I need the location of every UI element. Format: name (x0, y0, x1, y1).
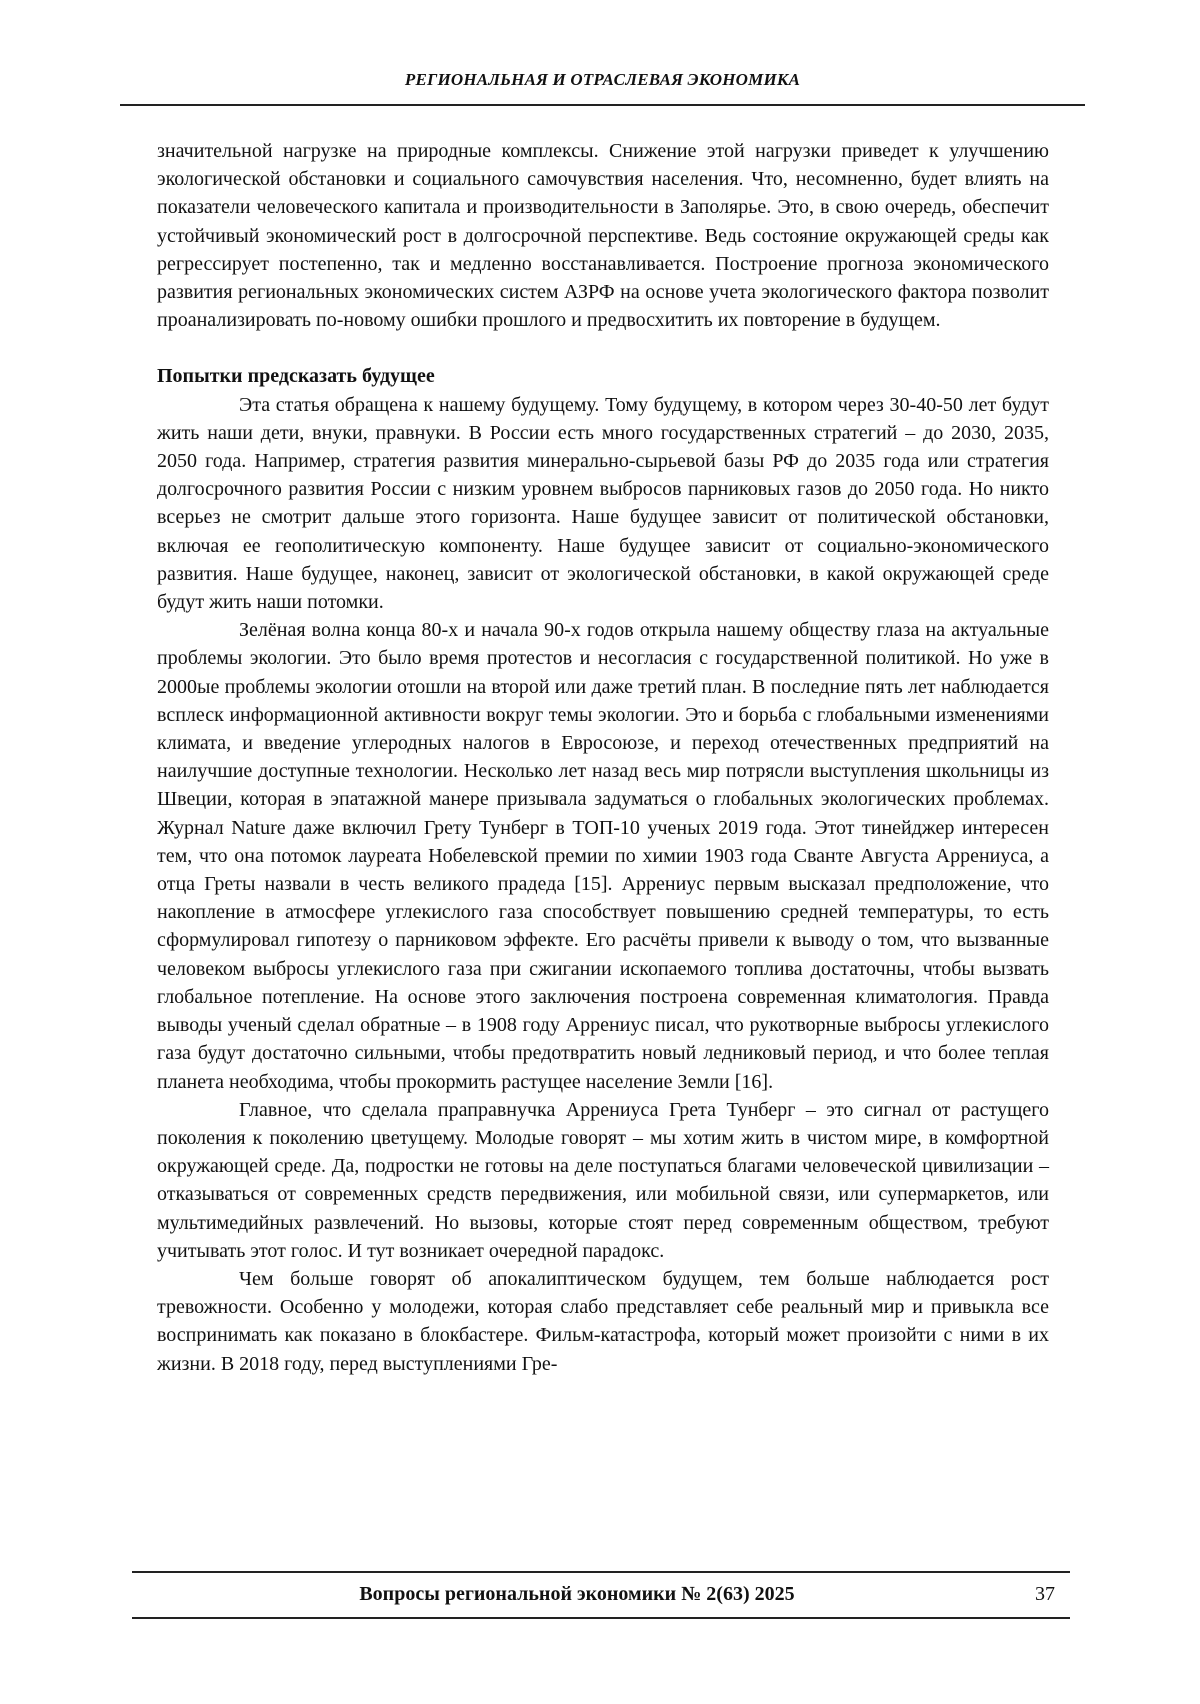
section-heading: Попытки предсказать будущее (157, 365, 435, 388)
header-divider (120, 104, 1085, 106)
paragraph-4: Главное, что сделала праправнучка Аррениуса Грета Тунберг – это сигнал от растущего поколения к поколению цветущему. Молодые говорят – мы хотим жить в чистом мире, в комфортной окружающей среде. Да, подростки не готовы на деле поступаться благами человеческой цивилизации – отказываться от современных средств передвижения, или мобильной связи, или супермаркетов, или мультимедийных развлечений. Но вызовы, которые стоят перед современным обществом, требуют учитывать этот голос. И тут возникает очередной парадокс. (157, 1098, 1049, 1262)
footer-journal-title: Вопросы региональной экономики № 2(63) 2025 (359, 1583, 795, 1605)
footer-divider-bottom (132, 1617, 1070, 1619)
paragraph-2: Эта статья обращена к нашему будущему. Тому будущему, в котором через 30-40-50 лет будут жить наши дети, внуки, правнуки. В России есть много государственных стратегий – до 2030, 2035, 2050 года. Например, стратегия развития минерально-сырьевой базы РФ до 2035 года или стратегия долгосрочного развития России с низким уровнем выбросов парниковых газов до 2050 года. Но никто всерьез не смотрит дальше этого горизонта. Наше будущее зависит от политической обстановки, включая ее геополитическую компоненту. Наше будущее зависит от социально-экономического развития. Наше будущее, наконец, зависит от экологической обстановки, в какой окружающей среде будут жить наши потомки. (157, 393, 1049, 614)
paragraph-3: Зелёная волна конца 80-х и начала 90-х годов открыла нашему обществу глаза на актуальные проблемы экологии. Это было время протестов и несогласия с государственной политикой. Но уже в 2000ые проблемы экологии отошли на второй или даже третий план. В последние пять лет наблюдается всплеск информационной активности вокруг темы экологии. Это и борьба с глобальными изменениями климата, и введение углеродных налогов в Евросоюзе, и переход отечественных предприятий на наилучшие доступные технологии. Несколько лет назад весь мир потрясли выступления школьницы из Швеции, которая в эпатажной манере призывала задуматься о глобальных экологических проблемах. Журнал Nature даже включил Грету Тунберг в ТОП-10 ученых 2019 года. Этот тинейджер интересен тем, что она потомок лауреата Нобелевской премии по химии 1903 года Сванте Августа Аррениуса, а отца Греты назвали в честь великого прадеда [15]. Аррениус первым высказал предположение, что накопление в атмосфере углекислого газа способствует повышению средней температуры, то есть сформулировал гипотезу о парниковом эффекте. Его расчёты привели к выводу о том, что вызванные человеком выбросы углекислого газа при сжигании ископаемого топлива достаточны, чтобы вызвать глобальное потепление. На основе этого заключения построена современная климатология. Правда выводы ученый сделал обратные – в 1908 году Аррениус писал, что рукотворные выбросы углекислого газа будут достаточно сильными, чтобы предотвратить новый ледниковый период, и что более теплая планета необходима, чтобы прокормить растущее население Земли [16]. (157, 619, 1049, 1093)
page-number: 37 (1035, 1583, 1055, 1605)
paragraph-5: Чем больше говорят об апокалиптическом будущем, тем больше наблюдается рост тревожности. Особенно у молодежи, которая слабо представляет себе реальный мир и привыкла все воспринимать как показано в блокбастере. Фильм-катастрофа, который может произойти с ними в их жизни. В 2018 году, перед выступлениями Гре- (157, 1267, 1049, 1375)
footer-divider-top (132, 1571, 1070, 1573)
article-body (157, 137, 1049, 1378)
running-head-section-title: РЕГИОНАЛЬНАЯ И ОТРАСЛЕВАЯ ЭКОНОМИКА (404, 70, 801, 89)
paragraph-1: значительной нагрузке на природные комплексы. Снижение этой нагрузки приведет к улучшению экологической обстановки и социального самочувствия населения. Что, несомненно, будет влиять на показатели человеческого капитала и производительности в Заполярье. Это, в свою очередь, обеспечит устойчивый экономический рост в долгосрочной перспективе. Ведь состояние окружающей среды как регрессирует постепенно, так и медленно восстанавливается. Построение прогноза экономического развития региональных экономических систем АЗРФ на основе учета экологического фактора позволит проанализировать по-новому ошибки прошлого и предвосхитить их повторение в будущем. (157, 140, 1049, 332)
